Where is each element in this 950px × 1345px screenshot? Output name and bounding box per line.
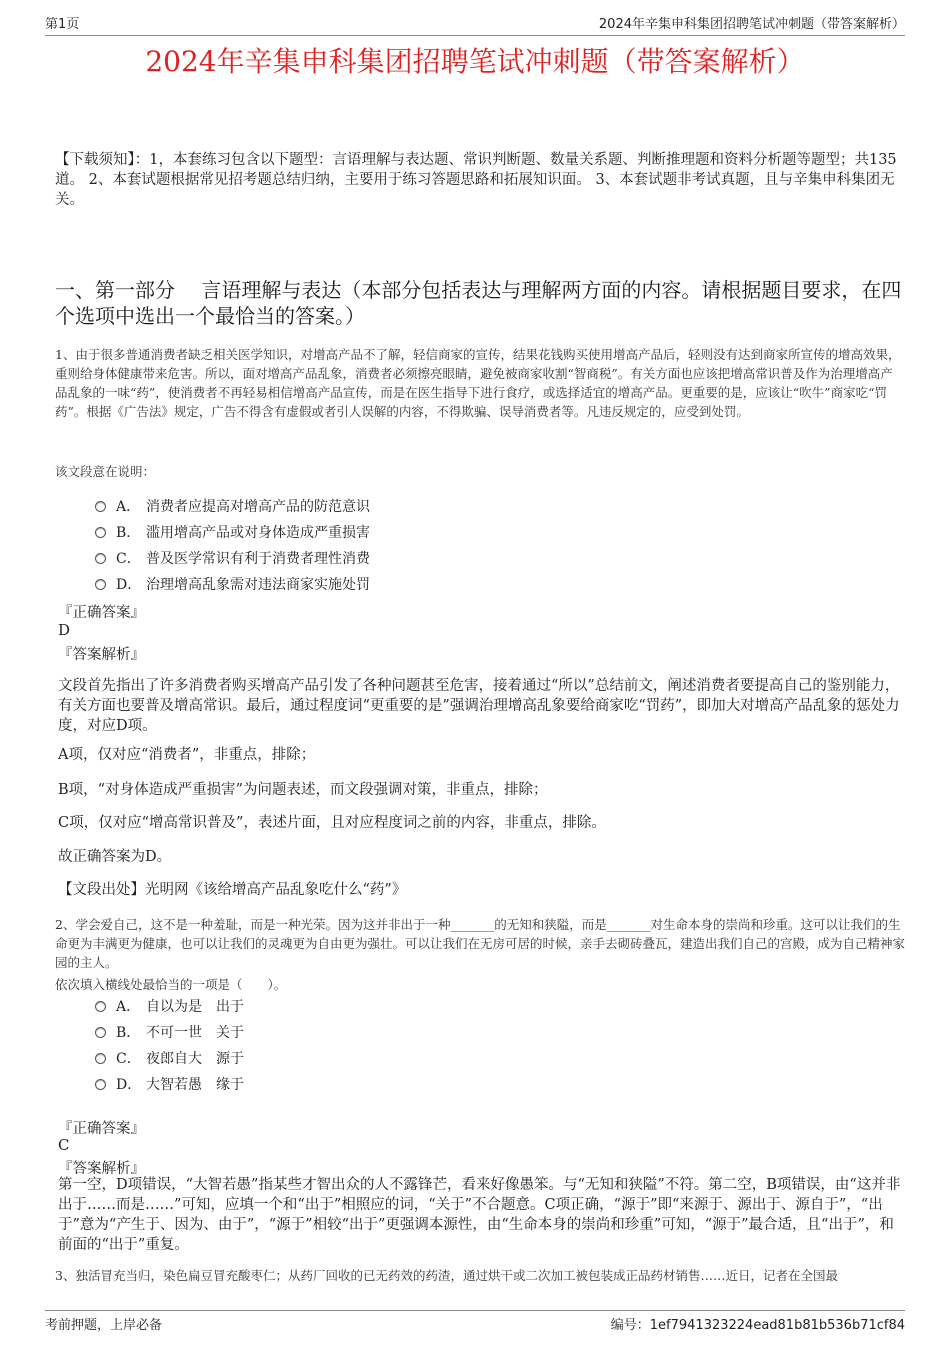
footer-slogan: 考前押题，上岸必备 [45, 1318, 163, 1333]
page-header [45, 10, 905, 36]
radio-icon[interactable] [95, 1053, 106, 1064]
analysis-paragraph: 文段首先指出了许多消费者购买增高产品引发了各种问题甚至危害，接着通过“所以”总结前文，阐述消费者要提高自己的鉴别能力，有关方面也要普及增高常识。最后，通过程度词“更重要的是”强调治理增高乱象要给商家吃“罚药”，即加大对增高产品乱象的惩处力度，对应D项。 [58, 678, 900, 734]
question-3-text: 3、独活冒充当归，染色扁豆冒充酸枣仁；从药厂回收的已无药效的药渣，通过烘干或二次加工被包装成正品药材销售……近日，记者在全国最 [55, 1268, 838, 1283]
option-letter: C． [116, 1051, 141, 1067]
option-b[interactable] [95, 1019, 244, 1045]
option-letter: D． [116, 577, 142, 593]
option-b[interactable] [95, 519, 370, 545]
option-letter: B． [116, 1025, 141, 1041]
analysis-label: 『答案解析』 [58, 1161, 145, 1177]
radio-icon[interactable] [95, 527, 106, 538]
answer-value: D [58, 621, 71, 639]
analysis-paragraph: B项，“对身体造成严重损害”为问题表述，而文段强调对策，非重点，排除； [58, 782, 548, 798]
question-2-options [95, 993, 244, 1097]
analysis-paragraph: C项，仅对应“增高常识普及”，表述片面，且对应程度词之前的内容，非重点，排除。 [58, 815, 606, 831]
option-text: 大智若愚 缘于 [146, 1077, 244, 1093]
option-text: 普及医学常识有利于消费者理性消费 [146, 551, 370, 567]
radio-icon[interactable] [95, 579, 106, 590]
question-2-text: 2、学会爱自己，这不是一种羞耻，而是一种光荣。因为这并非出于一种_______的无知和狭隘，而是_______对生命本身的崇尚和珍重。这可以让我们的生命更为丰满更为健康，也可以让我们的灵魂更为自由更为强壮。可以让我们在无房可居的时候，亲手去砌砖叠瓦，建造出我们自己的宫殿，成为自己精神家园的主人。 [55, 917, 906, 970]
footer-doc-id: 编号：1ef7941323224ead81b81b536b71cf84 [610, 1318, 905, 1333]
option-a[interactable] [95, 493, 370, 519]
question-2-stem: 依次填入横线处最恰当的一项是（ ）。 [55, 977, 287, 992]
header-doc-title: 2024年辛集申科集团招聘笔试冲刺题（带答案解析） [598, 17, 905, 32]
page-footer [45, 1310, 905, 1336]
option-letter: C． [116, 551, 141, 567]
question-1-options [95, 493, 370, 597]
answer-label: 『正确答案』 [58, 605, 145, 621]
option-text: 自以为是 出于 [146, 999, 244, 1015]
answer-label: 『正确答案』 [58, 1121, 145, 1137]
question-1-stem: 该文段意在说明： [55, 464, 156, 479]
option-letter: B． [116, 525, 141, 541]
option-text: 不可一世 关于 [146, 1025, 244, 1041]
radio-icon[interactable] [95, 553, 106, 564]
question-1-text: 1、由于很多普通消费者缺乏相关医学知识，对增高产品不了解，轻信商家的宣传，结果花钱购买使用增高产品后，轻则没有达到商家所宣传的增高效果，重则给身体健康带来危害。所以，面对增高产品乱象，消费者必须擦亮眼睛，避免被商家收割“智商税”。有关方面也应该把增高常识普及作为治理增高产品乱象的一味“药”，使消费者不再轻易相信增高产品宣传，而是在医生指导下进行食疗，或选择适宜的增高产品。更重要的是，应该让“吹牛”商家吃“罚药”。根据《广告法》规定，广告不得含有虚假或者引人误解的内容，不得欺骗、误导消费者等。凡违反规定的，应受到处罚。 [55, 347, 901, 419]
radio-icon[interactable] [95, 1079, 106, 1090]
option-text: 滥用增高产品或对身体造成严重损害 [146, 525, 370, 541]
option-d[interactable] [95, 1071, 244, 1097]
option-c[interactable] [95, 545, 370, 571]
option-letter: A． [116, 499, 141, 515]
option-letter: A． [116, 999, 141, 1015]
download-notice: 【下载须知】：1，本套练习包含以下题型：言语理解与表达题、常识判断题、数量关系题、判断推理题和资料分析题等题型；共135道。 2、本套试题根据常见招考题总结归纳，主要用于练习答题思路和拓展知识面。 3、本套试题非考试真题，且与辛集申科集团无关。 [55, 152, 897, 208]
source-citation: 【文段出处】光明网《该给增高产品乱象吃什么“药”》 [58, 882, 407, 898]
option-text: 治理增高乱象需对违法商家实施处罚 [146, 577, 370, 593]
page-number: 第1页 [45, 17, 80, 32]
option-text: 消费者应提高对增高产品的防范意识 [146, 499, 370, 515]
option-text: 夜郎自大 源于 [146, 1051, 244, 1067]
answer-value: C [58, 1136, 70, 1154]
analysis-label: 『答案解析』 [58, 647, 145, 663]
analysis-paragraph: A项，仅对应“消费者”，非重点，排除； [58, 747, 316, 763]
section-heading: 一、第一部分 言语理解与表达（本部分包括表达与理解两方面的内容。请根据题目要求，在四个选项中选出一个最恰当的答案。） [55, 278, 902, 328]
radio-icon[interactable] [95, 1027, 106, 1038]
radio-icon[interactable] [95, 501, 106, 512]
document-title: 2024年辛集申科集团招聘笔试冲刺题（带答案解析） [145, 45, 805, 78]
option-letter: D． [116, 1077, 142, 1093]
analysis-paragraph: 故正确答案为D。 [58, 849, 172, 865]
option-d[interactable] [95, 571, 370, 597]
option-c[interactable] [95, 1045, 244, 1071]
analysis-paragraph: 第一空，D项错误，“大智若愚”指某些才智出众的人不露锋芒，看来好像愚笨。与“无知和狭隘”不符。第二空，B项错误，由“这并非出于……而是……”可知，应填一个和“出于”相照应的词，“关于”不合题意。C项正确，“源于”即“来源于、源出于、源自于”，“出于”意为“产生于、因为、由于”，“源于”相较“出于”更强调本源性，由“生命本身的崇尚和珍重”可知，“源于”最合适，且“出于”，和前面的“出于”重复。 [58, 1177, 901, 1253]
radio-icon[interactable] [95, 1001, 106, 1012]
option-a[interactable] [95, 993, 244, 1019]
